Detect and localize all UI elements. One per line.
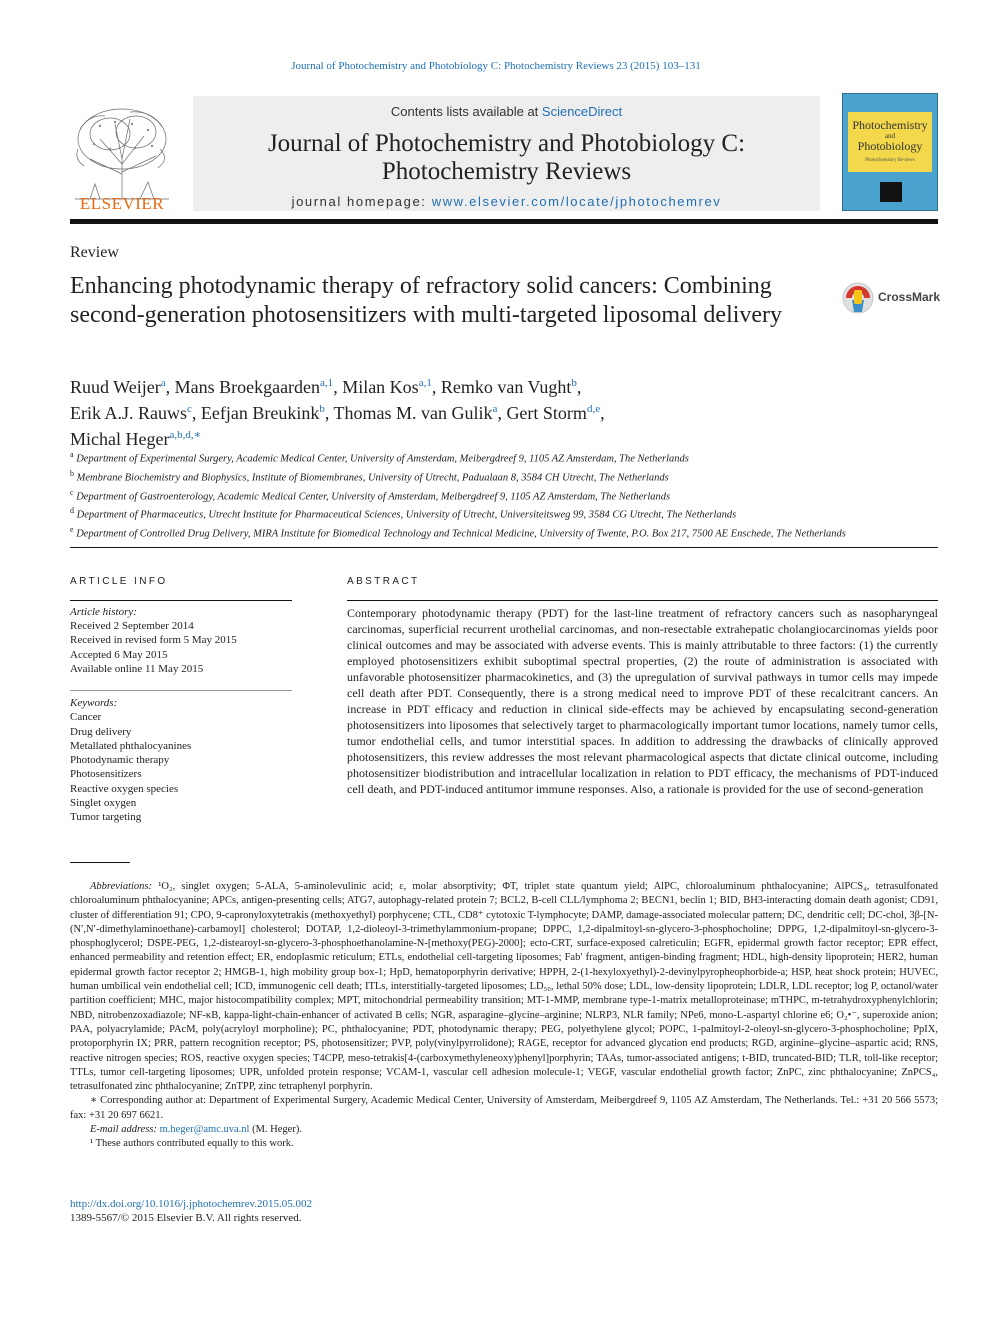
author[interactable]: [506, 403, 600, 423]
abbreviations-footnote: [70, 880, 938, 1094]
history-item: Available online 11 May 2015: [70, 662, 204, 675]
issn-copyright: 1389-5567/© 2015 Elsevier B.V. All rights reserved.: [70, 1212, 302, 1224]
equal-contribution-footnote: ¹ These authors contributed equally to this work.: [90, 1138, 294, 1150]
keyword-item: Photosensitizers: [70, 768, 142, 781]
author-affiliation-marks[interactable]: d,e: [586, 403, 601, 415]
affiliation-item: [70, 504, 870, 523]
journal-title: [193, 130, 820, 186]
author[interactable]: [342, 377, 432, 397]
author-affiliation-marks[interactable]: c: [187, 403, 192, 415]
affiliation-mark: a: [70, 450, 74, 459]
affiliation-item: [70, 467, 870, 486]
author-affiliation-marks[interactable]: a: [492, 403, 498, 415]
author-affiliation-marks[interactable]: a,1: [320, 377, 334, 389]
affiliation-list: [70, 448, 870, 542]
footnote-rule: [70, 862, 130, 863]
abstract-rule: [347, 600, 938, 601]
author-name: Remko van Vught: [440, 377, 572, 397]
author[interactable]: [70, 403, 192, 423]
affiliation-mark: c: [70, 487, 74, 497]
affiliation-text: Department of Gastroenterology, Academic Medical Center, University of Amsterdam, Meibergdreef 9, 1105 AZ Amsterdam, The Netherlands: [76, 491, 671, 503]
cover-publisher-mark: [880, 182, 902, 202]
author-name: Eefjan Breukink: [200, 403, 320, 423]
email-suffix: (M. Heger).: [249, 1124, 302, 1136]
footnotes: [70, 880, 938, 1152]
history-item: Accepted 6 May 2015: [70, 648, 168, 661]
author-affiliation-marks[interactable]: b: [571, 377, 577, 389]
journal-title-line2: Photochemistry Reviews: [381, 158, 632, 185]
author-name: Ruud Weijer: [70, 377, 161, 397]
affiliation-mark: b: [70, 468, 74, 478]
author-affiliation-marks[interactable]: b: [319, 403, 325, 415]
keyword-item: Tumor targeting: [70, 811, 142, 824]
author[interactable]: [201, 403, 325, 423]
cover-subtitle: Photochemistry Reviews: [865, 158, 915, 163]
keyword-item: Reactive oxygen species: [70, 782, 179, 795]
email-link[interactable]: m.heger@amc.uva.nl: [159, 1124, 250, 1136]
email-label: E-mail address:: [90, 1124, 157, 1136]
author-affiliation-marks[interactable]: a,b,d,∗: [169, 429, 202, 441]
homepage-prefix: journal homepage:: [291, 194, 432, 209]
author-name: Mans Broekgaarden: [174, 377, 321, 397]
author-affiliation-marks[interactable]: a: [160, 377, 166, 389]
abbreviations-label: Abbreviations:: [90, 881, 153, 892]
author-affiliation-marks[interactable]: a,1: [418, 377, 432, 389]
keywords-label: Keywords:: [70, 697, 118, 709]
affiliation-item: [70, 523, 870, 542]
journal-citation-link[interactable]: Journal of Photochemistry and Photobiology C: Photochemistry Reviews 23 (2015) 103–131: [291, 60, 701, 72]
author-name: Michal Heger: [70, 429, 170, 449]
author[interactable]: [70, 377, 166, 397]
contents-available-line: [193, 104, 820, 119]
keyword-item: Drug delivery: [70, 725, 132, 738]
article-info-heading: ARTICLE INFO: [70, 576, 168, 587]
journal-homepage-line: [193, 194, 820, 209]
affiliation-text: Membrane Biochemistry and Biophysics, Institute of Biomembranes, University of Utrecht, Padualaan 8, 3584 CH Utrecht, The Netherlands: [76, 472, 669, 484]
doi-link[interactable]: http://dx.doi.org/10.1016/j.jphotochemrev.2015.05.002: [70, 1198, 312, 1210]
affiliation-mark: e: [70, 525, 74, 535]
abstract-heading: ABSTRACT: [347, 576, 420, 587]
article-history: [70, 605, 292, 676]
cover-title: [846, 119, 934, 153]
abstract-text: Contemporary photodynamic therapy (PDT) for the last-line treatment of refractory cancers such as nasopharyngeal carcinomas, superficial recurrent urothelial carcinomas, and non-resectable extrahepatic cholangiocarcinomas yields poor clinical outcomes and may be associated with adverse events. This is mainly attributable to three factors: (1) the currently employed photosensitizers exhibit suboptimal spectral properties, (2) the route of administration is associated with unfavorable photosensitizer pharmacokinetics, and (3) the upregulation of survival pathways in tumor cells may impede cell death after PDT. Consequently, there is a strong medical need to improve PDT of these recalcitrant cancers. An increase in PDT efficacy and reduction in clinical side-effects may be achieved by encapsulating second-generation photosensitizers into liposomes that selectively target to pharmacologically important tumor locations, namely tumor cells, tumor endothelial cells, and tumor interstitial spaces. In addition to addressing the drawbacks of clinically approved photosensitizers, this review addresses the most relevant pharmacological aspects that dictate clinical outcome, including photosensitizer biodistribution and intracellular localization in relation to PDT efficacy, the mechanisms of PDT-induced cell death, and PDT-induced antitumor immune responses. Also, a rationale is provided for the use of second-generation: [347, 606, 938, 796]
author[interactable]: [441, 377, 577, 397]
homepage-link[interactable]: www.elsevier.com/locate/jphotochemrev: [431, 194, 722, 209]
cover-title-amp: and: [884, 132, 896, 140]
author-name: Thomas M. van Gulik: [333, 403, 493, 423]
keyword-item: Singlet oxygen: [70, 797, 137, 810]
journal-title-line1: Journal of Photochemistry and Photobiology C:: [267, 130, 746, 157]
elsevier-wordmark: ELSEVIER: [79, 194, 165, 213]
keywords-rule: [70, 690, 292, 691]
author[interactable]: [334, 403, 498, 423]
sciencedirect-link[interactable]: ScienceDirect: [541, 104, 623, 119]
affiliation-text: Department of Controlled Drug Delivery, MIRA Institute for Biomedical Technology and Technical Medicine, University of Twente, P.O. Box 217, 7500 AE Enschede, The Netherlands: [76, 528, 846, 540]
author-name: Gert Storm: [506, 403, 587, 423]
history-item: Received in revised form 5 May 2015: [70, 634, 237, 647]
contents-prefix: Contents lists available at: [390, 104, 542, 119]
header-rule: [70, 219, 938, 224]
history-label: Article history:: [70, 606, 137, 618]
article-title: Enhancing photodynamic therapy of refractory solid cancers: Combining second-generation photosensitizers with multi-targeted liposomal delivery: [70, 273, 783, 328]
affiliation-text: Department of Experimental Surgery, Academic Medical Center, University of Amsterdam, Meibergdreef 9, 1105 AZ Amsterdam, The Netherlands: [76, 453, 689, 465]
article-info-rule: [70, 600, 292, 601]
affiliation-item: [70, 486, 870, 505]
affiliation-mark: d: [70, 506, 74, 516]
cover-title-line1: Photochemistry: [852, 118, 928, 132]
keyword-item: Cancer: [70, 711, 102, 724]
history-item: Received 2 September 2014: [70, 620, 194, 633]
keyword-item: Photodynamic therapy: [70, 754, 170, 767]
crossmark-label[interactable]: CrossMark: [878, 290, 941, 304]
keyword-item: Metallated phthalocyanines: [70, 739, 192, 752]
author[interactable]: [70, 429, 201, 449]
abbreviations-text: ¹O₂, singlet oxygen; 5-ALA, 5-aminolevulinic acid; ε, molar absorptivity; ΦT, triplet state quantum yield; AlPC, chloroaluminum phthalocyanine; AlPCS₄, tetrasulfonated chloroaluminum phthalocyanine; APCs, antigen-presenting cells; ATG7, autophagy-related protein 7; BCL2, B-cell CLL/lymphoma 2; BECN1, beclin 1; BID, BH3-interacting domain death agonist; CD91, cluster of differentiation 91; CPO, 9-capronyloxytetrakis (methoxyethyl) porphycene; CTL, CD8⁺ cytotoxic T-lymphocyte; DAMP, damage-associated molecular pattern; DC, dendritic cell; DC-chol, 3β-[N-(N′,N′-dimethylaminoethane)-carbamoyl] cholesterol; DOTAP, 1,2-dioleoyl-3-trimethylammonium-propane; DPPC, 1,2-dipalmitoyl-sn-glycero-3-phosphocholine; DPPG, 1,2-dipalmitoyl-sn-glycero-3-phosphoglycerol; DSPE-PEG, 1,2-distearoyl-sn-glycero-3-phosphoethanolamine-N-[methoxy(PEG)-2000]; ecto-CRT, surface-exposed calreticulin; EGFR, epidermal growth factor receptor; EPR effect, enhanced permeability and retention effect; ER, endoplasmic reticulum; ETLs, endothelial cell-targeting liposomes; Fab′ fragment, antigen-binding fragment; HDL, high-density lipoprotein; HER2, human epidermal growth factor receptor 2; HMGB-1, high mobility group box-1; HpD, hematoporphyrin derivative; HPPH, 2-(1-hexyloxyethyl)-2-devinylpyropheophorbide-a; HSP, heat shock protein; HUVEC, human umbilical vein endothelial cell; ICD, immunogenic cell death; ITLs, interstitially-targeted liposomes; LD₅₀, lethal 50% dose; LDL, low-density lipoprotein; LDLR, LDL receptor; log P, octanol/water partition coefficient; MHC, major histocompatibility complex; MPT, mitochondrial permeability transition; MT-1-MMP, membrane type-1-matrix metalloproteinase; mTHPC, m-tetrahydroxyphenylchlorin; NBD, nitrobenzoxadiazole; NF-κB, kappa-light-chain-enhancer of activated B cells; NGR, asparagine–glycine–arginine; NLRP3, NLR family; NPe6, mono-L-aspartyl chlorine e6; O₂•⁻, superoxide anion; PAA, polyacrylamide; PAcM, poly(acryloyl morpholine); PC, phthalocyanine; PDT, photodynamic therapy; PEG, polyethylene glycol; POPC, 1-palmitoyl-2-oleoyl-sn-glycero-3-phosphocholine; PpIX, protoporphyrin IX; PRR, pattern recognition receptor; PS, photosensitizer; PVP, poly(vinylpyrrolidone); RAGE, receptor for advanced glycation end products; RGD, arginine–glycine–aspartic acid; RNS, reactive nitrogen species; ROS, reactive oxygen species; T4CPP, meso-tetrakis[4-(carboxymethyleneoxy)phenyl]porphyrin; TAAs, tumor-associated antigens; t-BID, truncated-BID; TLR, toll-like receptor; TTLs, tumor cell-targeting liposomes; UPR, unfolded protein response; VCAM-1, vascular cell adhesion molecule-1; VEGF, vascular endothelial growth factor; ZnPC, zinc phthalocyanine; ZnPCS₄, tetrasulfonated zinc phthalocyanine; ZnTPP, zinc tetraphenyl porphyrin.: [70, 881, 939, 1093]
email-footnote: [70, 1123, 938, 1137]
corresponding-author-footnote: ∗ Corresponding author at: Department of Experimental Surgery, Academic Medical Center, University of Amsterdam, Meibergdreef 9, 1105 AZ Amsterdam, The Netherlands. Tel.: +31 20 566 5573; fax: +31 20 697 6621.: [70, 1095, 938, 1121]
affiliation-item: [70, 448, 870, 467]
author[interactable]: [175, 377, 334, 397]
section-rule: [70, 547, 938, 548]
article-section-label: Review: [70, 244, 119, 261]
author-name: Milan Kos: [342, 377, 419, 397]
affiliation-text: Department of Pharmaceutics, Utrecht Institute for Pharmaceutical Sciences, University of Utrecht, Universiteitsweg 99, 3584 CG Utrecht, The Netherlands: [76, 509, 737, 521]
author-name: Erik A.J. Rauws: [70, 403, 187, 423]
cover-title-line2: Photobiology: [857, 139, 923, 153]
author-list: Ruud Weijer$^a$, Mans Broekgaarden$^{a,1}$, Milan Kos$^{a,1}$, Remko van Vught$^b$, Erik A.J. Rauws$^c$, Eefjan Breukink$^b$, Thomas M. van Gulik$^a$, Gert Storm$^{d,e}$, Michal Heger$^{a,b,d,∗}$: [70, 377, 605, 449]
keywords-list: [70, 696, 292, 825]
